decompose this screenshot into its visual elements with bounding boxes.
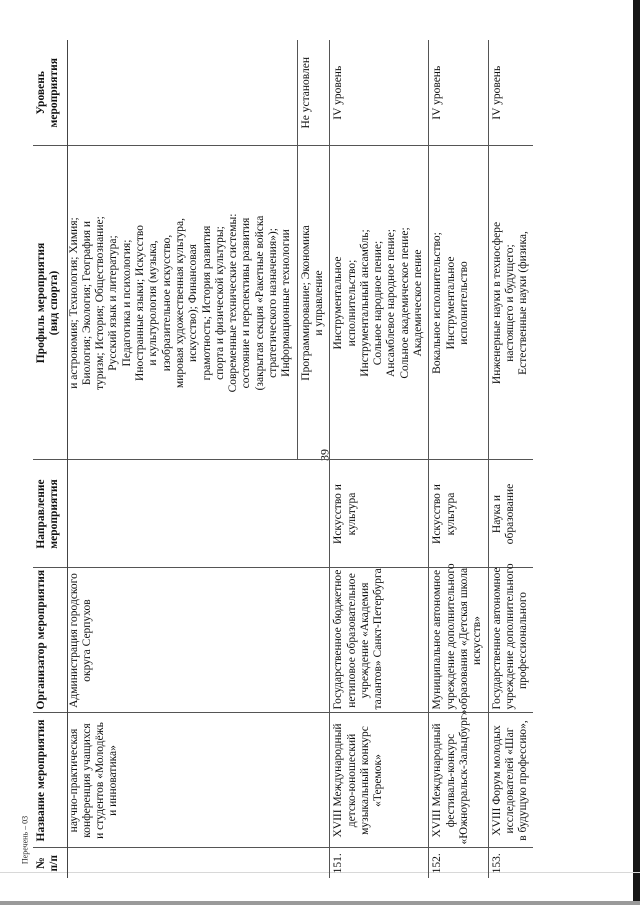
cell-line: Государственное бюджетное [332,569,345,710]
cell-line: XVIII Международный [431,723,444,838]
header-lvl [33,40,67,146]
cell-name [488,713,533,848]
cell-line: учреждение дополнительного [444,563,457,710]
cell-line: Инструментальный ансамбль; [358,229,371,377]
cell-dir: Наука и образование [488,460,533,568]
cell-line: Сольное народное пение; [372,240,385,366]
cell-line: XVIII Международный [332,723,345,838]
scan-edge-bottom [0,901,640,905]
cell-line: нетиповое образовательное [345,573,358,708]
cell-org [488,563,533,713]
cell-org [330,568,429,713]
cell-line: Иностранные языки; Искусство [134,225,147,381]
cell-org [429,563,488,713]
cell-line: научно-практическая [67,728,80,833]
cell-lvl [297,40,330,146]
page-number: 39 [317,449,332,461]
cell-line: XVIII Форум молодых [490,725,503,836]
cell-line: и студентов «Молодёжь [94,722,107,839]
cell-line: Русский язык и литература; [107,235,120,371]
cell-dir [297,460,330,568]
cell-line: в будущую профессию», [517,720,530,841]
cell-line: конференция учащихся [80,723,93,838]
cell-line: Инструментальное [332,256,345,350]
cell-line: исполнительство; [345,259,358,347]
header-prof-line: Профиль мероприятия [35,242,47,364]
cell-prof [330,146,429,460]
cell-line: (закрытая секция «Ракетные войска [253,215,266,391]
cell-lvl: IV уровень [330,40,429,146]
cell-line: и инноватика» [107,745,120,816]
cell-line: Программирование; Экономика [299,225,312,381]
header-dir-line: Направление [35,479,47,549]
cell-prof [429,146,488,460]
cell-line: искусств» [471,616,484,665]
header-lvl-line: мероприятия [48,58,61,128]
header-num-line: № [35,857,47,870]
header-num-line: п/п [48,855,61,872]
cell-org [67,568,297,713]
cell-line: состояние и перспективы развития [240,217,253,389]
cell-line: Государственное автономное [490,567,503,710]
cell-org [297,568,330,713]
cell-line: Сольное академическое пение; [398,227,411,379]
cell-line: грамотность; История развития [200,225,213,381]
cell-line: Естественные науки (физика, [517,231,530,375]
table-row-continued-extra [297,40,330,878]
cell-line: «Теремок» [372,754,385,807]
header-dir [33,460,67,568]
scan-edge-right [633,0,640,905]
cell-line: и культурология (музыка, [147,240,160,366]
cell-line: детско-юношеский [345,733,358,828]
cell-num: 152. [429,848,488,878]
events-table [33,40,533,878]
header-name-line: Название мероприятия [35,719,47,842]
header-lvl-line: Уровень [35,71,47,115]
cell-dir [67,460,297,568]
footer-code: Перечень – 03 [20,815,30,865]
cell-dir: Искусство и культура [330,460,429,568]
cell-line: фестиваль-конкурс [444,733,457,828]
cell-line: Биология; Экология; География и [80,220,93,386]
cell-line: Педагогика и психология; [120,239,133,367]
cell-dir: Искусство и культура [429,460,488,568]
cell-name [297,713,330,848]
cell-lvl: IV уровень [429,40,488,146]
cell-line: Администрация городского [67,573,80,708]
cell-line: учреждение дополнительного [503,563,516,710]
cell-line: исполнительство [457,261,470,345]
table-row [429,40,488,878]
rotated-page-content [33,40,530,878]
cell-line: и астрономия; Технология; Химия; [67,217,80,389]
cell-line: Современные технические системы: [227,213,240,393]
table-header-row [33,40,67,878]
cell-line: изобразительное искусство, [160,234,173,372]
cell-line: мировая художественная культура, [173,217,186,389]
cell-line: Вокальное исполнительство; [431,232,444,374]
cell-line: Инструментальное [444,256,457,350]
cell-num: 153. [488,848,533,878]
header-org-line: Организатор мероприятия [35,569,47,710]
cell-num: 151. [330,848,429,878]
cell-line: профессионального [517,591,530,690]
header-dir-line: мероприятия [48,479,61,549]
table-row-continued [67,40,297,878]
cell-line: туризм; История; Обществознание; [94,216,107,390]
cell-lvl [67,40,297,146]
cell-name [429,709,488,848]
cell-line: спорта и физической культуры; [213,226,226,380]
cell-num [67,848,297,878]
cell-line: Ансамблевое народное пение; [385,229,398,377]
cell-line: Инженерные науки в техносфере [490,221,503,385]
cell-num [297,848,330,878]
cell-line: талантов» Санкт-Петербурга [372,568,385,710]
header-prof [33,146,67,460]
cell-name [330,713,429,848]
cell-line: Не установлен [299,56,312,129]
cell-prof [297,146,330,460]
cell-line: музыкальный конкурс [358,726,371,835]
cell-line: и управление [312,270,325,336]
cell-prof [488,146,533,460]
cell-line: Муниципальное автономное [431,569,444,710]
cell-line: стратегического назначения»); [267,228,280,378]
cell-line: округа Серпухов [80,599,93,682]
cell-line: Академическое пение [412,249,425,357]
cell-line: учреждение «Академия [358,582,371,699]
table-row [330,40,429,878]
cell-line: Информационные технологии [280,229,293,377]
cell-name [67,713,297,848]
cell-line: образования «Детская школа [457,567,470,710]
cell-line: искусство); Финансовая [187,244,200,362]
header-org [33,568,67,713]
cell-prof [67,146,297,460]
header-name [33,713,67,848]
cell-line: «Южноуральск-Зальцбург» [457,709,470,845]
table-row [488,40,533,878]
cell-line: настоящего и будущего; [503,244,516,362]
header-num [33,848,67,878]
header-prof-line: (вид спорта) [48,270,61,336]
cell-lvl: IV уровень [488,40,533,146]
cell-line: исследователей «Шаг [503,727,516,834]
